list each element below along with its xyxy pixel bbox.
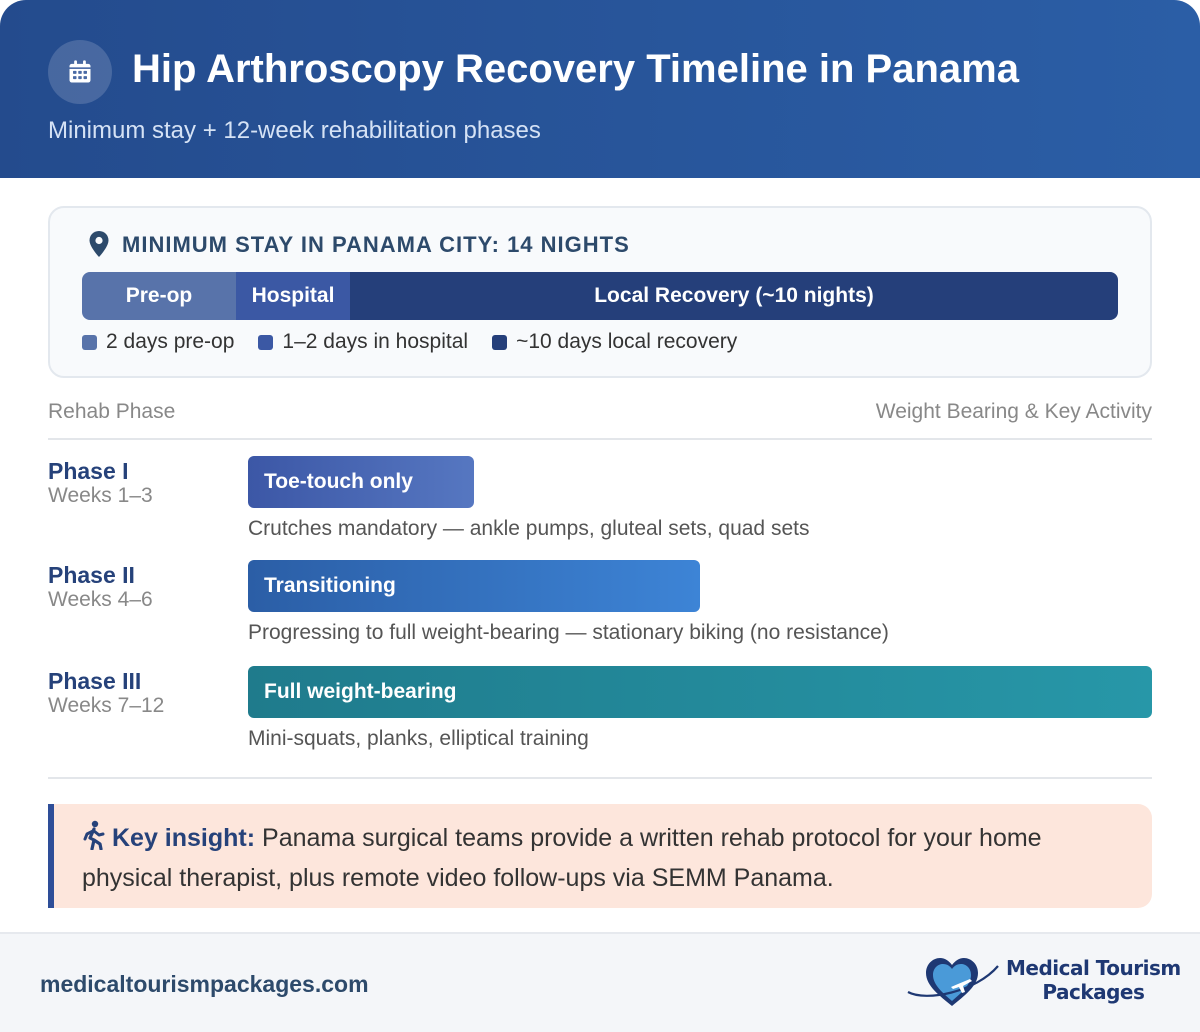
stay-segment-local-recovery: Local Recovery (~10 nights) [350, 272, 1118, 320]
page-subtitle: Minimum stay + 12-week rehabilitation phases [48, 117, 541, 144]
walking-person-icon [82, 820, 106, 860]
phase-2-weeks: Weeks 4–6 [48, 588, 153, 611]
calendar-icon [48, 40, 112, 104]
divider [48, 777, 1152, 779]
heart-airplane-logo-icon [906, 952, 1000, 1015]
key-insight-label: Key insight: [112, 824, 256, 852]
phase-1-bar: Toe-touch only [248, 456, 474, 508]
phase-3-detail: Mini-squats, planks, elliptical training [248, 727, 589, 750]
phase-3-weeks: Weeks 7–12 [48, 694, 165, 717]
map-pin-icon [88, 230, 110, 263]
legend-item-local-recovery [492, 330, 737, 354]
phase-1-weeks: Weeks 1–3 [48, 484, 153, 507]
footer [0, 932, 1200, 1032]
stay-segment-preop: Pre-op [82, 272, 236, 320]
phase-1-name: Phase I [48, 458, 129, 484]
legend-label: ~10 days local recovery [516, 330, 738, 353]
brand-logo-text [1006, 956, 1181, 1004]
minimum-stay-title: MINIMUM STAY IN PANAMA CITY: 14 NIGHTS [122, 232, 630, 257]
page-title: Hip Arthroscopy Recovery Timeline in Panama [132, 47, 1019, 91]
stay-timeline-bar [82, 272, 1118, 320]
legend-item-preop [82, 330, 234, 354]
footer-website-link[interactable]: medicaltourismpackages.com [40, 971, 369, 997]
stay-legend [82, 330, 761, 354]
phase-1-detail: Crutches mandatory — ankle pumps, gluteal sets, quad sets [248, 517, 810, 540]
phase-2-bar: Transitioning [248, 560, 700, 612]
phase-2-name: Phase II [48, 562, 135, 588]
legend-label: 1–2 days in hospital [282, 330, 469, 353]
legend-swatch [492, 335, 507, 350]
phase-3-name: Phase III [48, 668, 142, 694]
brand-name-line-1: Medical Tourism [1006, 956, 1181, 980]
legend-label: 2 days pre-op [106, 330, 235, 353]
divider [48, 438, 1152, 440]
legend-swatch [82, 335, 97, 350]
phase-3-bar: Full weight-bearing [248, 666, 1152, 718]
minimum-stay-card [48, 206, 1152, 378]
stay-segment-hospital: Hospital [236, 272, 350, 320]
legend-item-hospital [258, 330, 468, 354]
brand-name-line-2: Packages [1042, 980, 1145, 1004]
legend-swatch [258, 335, 273, 350]
header-banner [0, 0, 1200, 178]
column-header-weight-bearing: Weight Bearing & Key Activity [875, 400, 1152, 423]
key-insight-text: Panama surgical teams provide a written rehab protocol for your home physical therapist, plus remote video follow-ups via SEMM Panama. [82, 824, 1042, 892]
key-insight-callout [48, 804, 1152, 908]
column-header-rehab-phase: Rehab Phase [48, 400, 176, 423]
phase-2-detail: Progressing to full weight-bearing — stationary biking (no resistance) [248, 621, 889, 644]
